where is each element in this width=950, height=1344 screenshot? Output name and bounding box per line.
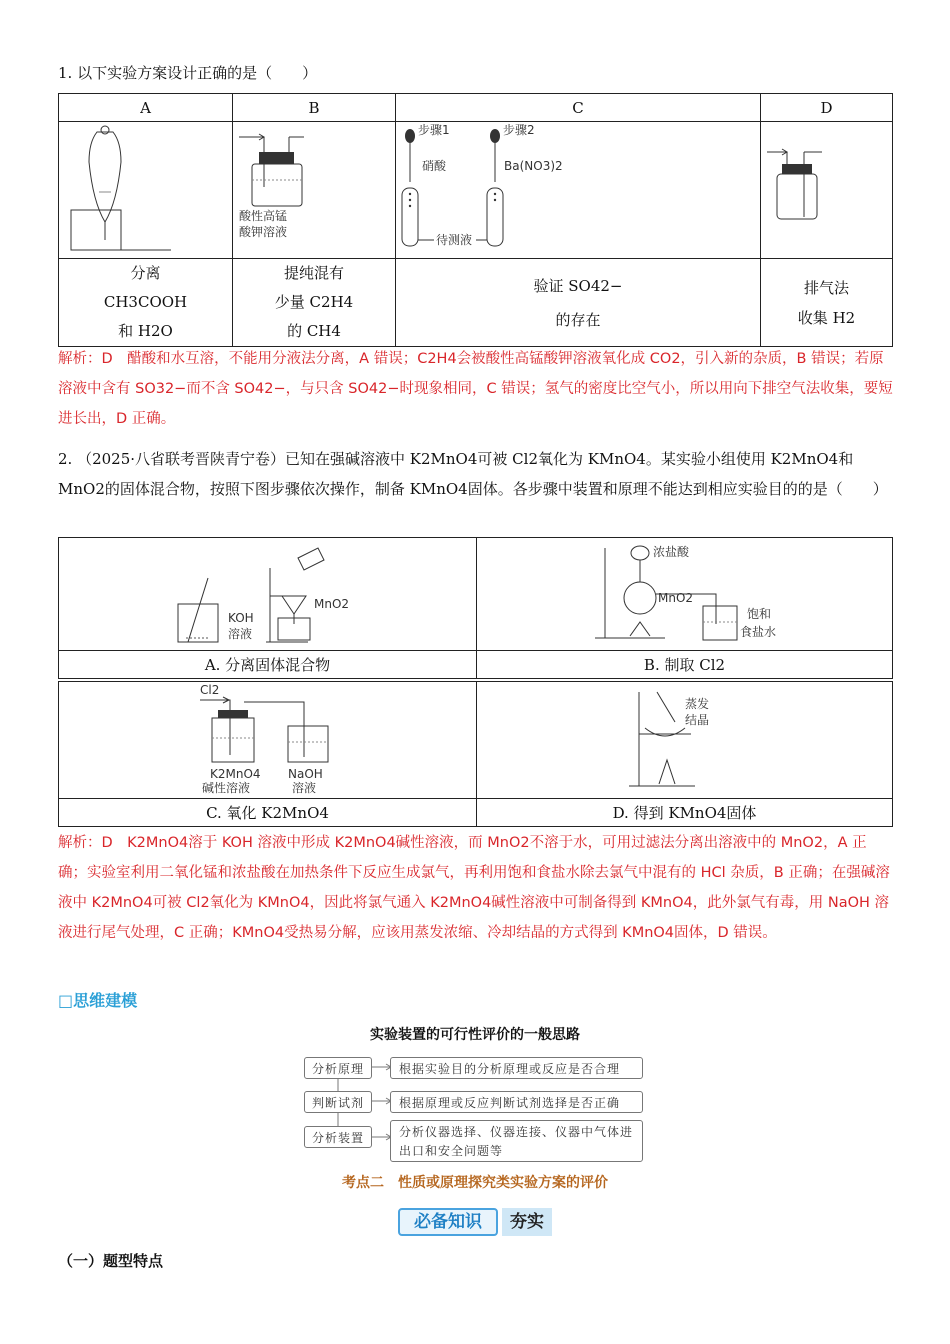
q1-header-a: A [59, 94, 233, 122]
q1-cell-c-line2: 的存在 [555, 310, 601, 329]
banner-main: 必备知识 [398, 1208, 498, 1236]
q1-cell-d-line2: 收集 H2 [797, 308, 856, 327]
q2-b-sat1: 饱和 [746, 607, 771, 621]
dropper-test-figure [398, 122, 758, 254]
q2-fig-d [477, 682, 893, 799]
q2-caption-a: A. 分离固体混合物 [59, 651, 477, 679]
q2-caption-d: D. 得到 KMnO4固体 [477, 799, 893, 827]
q1-cell-b [233, 259, 396, 347]
q1-table [58, 93, 893, 347]
knowledge-banner [398, 1208, 553, 1238]
q2-stem: 2. （2025·八省联考晋陕青宁卷）已知在强碱溶液中 K2MnO4可被 Cl2氧化为 KMnO4。某实验小组使用 K2MnO4和 MnO2的固体混合物，按照下图步骤依次操作，制备 KMnO4固体。各步骤中装置和原理不能达到相应实验目的的是（ ） [58, 450, 888, 498]
q1-cell-a-line2: CH3COOH [103, 293, 188, 311]
q2-c-k2: 碱性溶液 [201, 781, 250, 794]
q1-c-step1: 步骤1 [418, 123, 450, 137]
q1-c-reagent1: 硝酸 [422, 159, 447, 173]
q2-caption-c: C. 氧化 K2MnO4 [59, 799, 477, 827]
flow-step-1-label: 分析原理 [304, 1057, 372, 1079]
q2-b-mno2: MnO2 [657, 591, 693, 605]
q2-fig-c [59, 682, 477, 799]
q2-d-evap2: 结晶 [684, 713, 709, 727]
q1-header-d: D [761, 94, 893, 122]
q1-cell-a-line3: 和 H2O [118, 322, 173, 340]
q2-c-naoh1: NaOH [287, 767, 323, 781]
q1-c-sample: 待测液 [436, 233, 473, 247]
section-subheading: （一）题型特点 [58, 1252, 164, 1270]
q2-a-mno2: MnO2 [313, 597, 349, 611]
model-title: 实验装置的可行性评价的一般思路 [370, 1027, 580, 1043]
q1-cell-c-line1: 验证 SO42− [533, 276, 623, 295]
q2-table-bottom [58, 681, 893, 827]
q1-cell-d [761, 259, 893, 347]
q1-b-label-1: 酸性高锰 [239, 209, 288, 223]
q1-cell-b-line3: 的 CH4 [287, 322, 341, 340]
q1-header-b: B [233, 94, 396, 122]
filtration-figure [118, 538, 418, 646]
q2-c-naoh2: 溶液 [291, 781, 316, 794]
q1-fig-a [59, 122, 233, 259]
q1-c-reagent2: Ba(NO3)2 [504, 159, 563, 173]
flow-step-2-label: 判断试剂 [304, 1091, 372, 1113]
q2-answer: 解析：D K2MnO4溶于 KOH 溶液中形成 K2MnO4碱性溶液，而 MnO2不溶于水，可用过滤法分离出溶液中的 MnO2，A 正确；实验室利用二氧化锰和浓盐酸在加热条件下反应生成氯气，再利用饱和食盐水除去氯气中混有的 HCl 杂质，B 正确；在强碱溶液中 K2MnO4可被 Cl2氧化为 KMnO4，因此将氯气通入 K2MnO4碱性溶液中可制备得到 KMnO4，此外氯气有毒，用 NaOH 溶液进行尾气处理，C 正确；KMnO4受热易分解，应该用蒸发浓缩、冷却结晶的方式得到 KMnO4固体，D 错误。 [58, 835, 890, 941]
gas-collection-bottle-figure [762, 122, 892, 254]
q1-cell-c [396, 259, 761, 347]
q2-caption-b: B. 制取 Cl2 [477, 651, 893, 679]
q2-b-sat2: 食盐水 [739, 625, 776, 639]
q1-fig-d [761, 122, 893, 259]
q1-cell-d-line1: 排气法 [803, 278, 849, 297]
oxidation-setup-figure [118, 682, 418, 794]
chlorine-generation-figure [535, 538, 835, 646]
q1-header-c: C [396, 94, 761, 122]
q2-fig-b [477, 538, 893, 651]
flow-step-3-desc: 分析仪器选择、仪器连接、仪器中气体进出口和安全问题等 [390, 1120, 643, 1162]
flow-step-3-label: 分析装置 [304, 1126, 372, 1148]
q2-b-hcl: 浓盐酸 [652, 545, 689, 559]
q2-a-sol: 溶液 [227, 627, 252, 641]
q1-cell-b-line2: 少量 C2H4 [274, 293, 354, 311]
q1-answer: 解析：D 醋酸和水互溶，不能用分液法分离，A 错误；C2H4会被酸性高锰酸钾溶液氧化成 CO2，引入新的杂质，B 错误；若原溶液中含有 SO32−而不含 SO42−，与只含 SO42−时现象相同，C 错误；氢气的密度比空气小，所以用向下排空气法收集，要短进长出，D 正确。 [58, 351, 893, 427]
separatory-funnel-figure [61, 122, 231, 254]
q1-fig-c [396, 122, 761, 259]
q1-cell-a [59, 259, 233, 347]
flow-step-2-desc: 根据原理或反应判断试剂选择是否正确 [390, 1091, 643, 1113]
q1-fig-b [233, 122, 396, 259]
flow-step-1-desc: 根据实验目的分析原理或反应是否合理 [390, 1057, 643, 1079]
q1-stem: 1. 以下实验方案设计正确的是（ ） [58, 64, 318, 82]
q2-c-cl2: Cl2 [199, 683, 219, 697]
q2-d-evap1: 蒸发 [684, 697, 709, 711]
evaporation-figure [535, 682, 835, 794]
gas-washing-bottle-figure [234, 122, 394, 254]
q1-b-label-2: 酸钾溶液 [239, 225, 288, 239]
q2-c-k1: K2MnO4 [209, 767, 261, 781]
q2-a-koh: KOH [227, 611, 254, 625]
banner-side: 夯实 [502, 1208, 552, 1236]
q2-table-top [58, 537, 893, 679]
q2-fig-a [59, 538, 477, 651]
q1-c-step2: 步骤2 [503, 123, 535, 137]
model-heading: □思维建模 [58, 991, 138, 1010]
section-title: 考点二 性质或原理探究类实验方案的评价 [342, 1175, 608, 1191]
q1-cell-a-line1: 分离 [130, 264, 161, 282]
q1-cell-b-line1: 提纯混有 [283, 264, 344, 282]
